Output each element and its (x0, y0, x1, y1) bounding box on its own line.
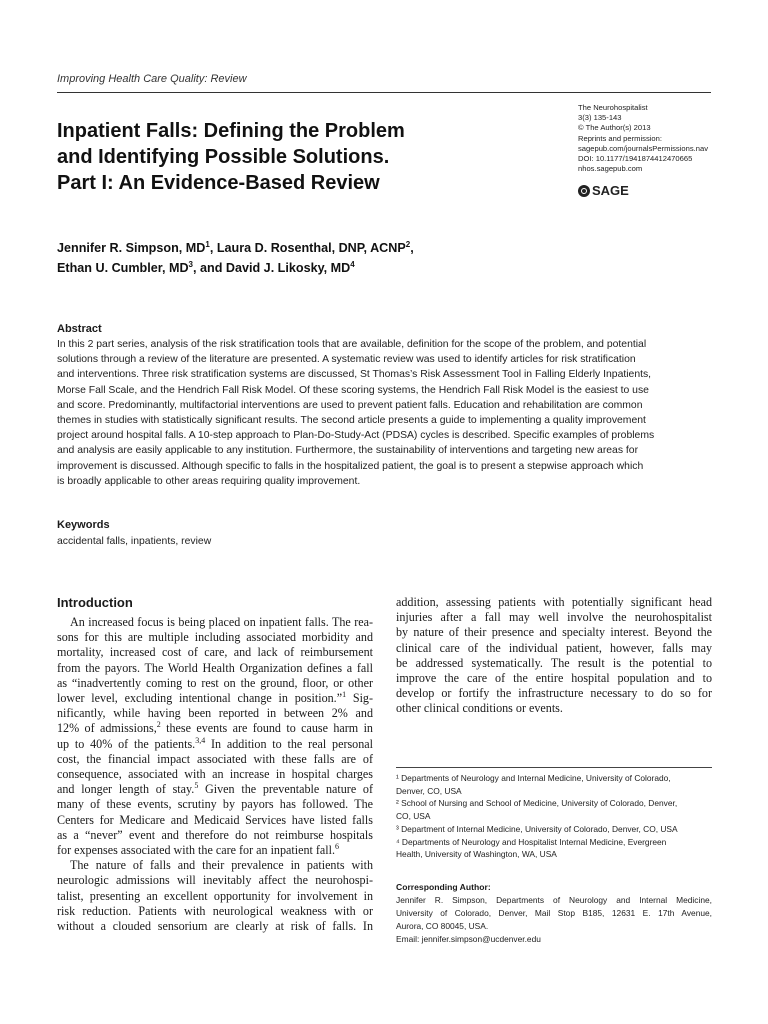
abstract-line: is broadly applicable to other areas requiring quality improvement. (57, 475, 361, 487)
author-affiliation-marker: 2 (405, 240, 411, 249)
author-line: Ethan U. Cumbler, $MD^3$, and David J. Likosky, $MD^4$ (57, 260, 355, 275)
abstract-line: improvement is discussed. Although specific to falls in the hospitalized patient, the goal is to present a stepwise approach which (57, 460, 644, 472)
author-list (57, 238, 617, 278)
body-text-line: from the payors. The World Health Organization defines a fall (57, 660, 373, 675)
author-affiliation-marker: 3 (188, 260, 193, 269)
abstract-line: and score. Predominantly, multifactorial interventions are used to prevent patient falls. Education and rehabilitation are common (57, 399, 643, 411)
body-text-line: for expenses associated with the care for an inpatient fall.$^6$ (57, 842, 340, 858)
body-text-line: many of these events, scrutiny by payors has followed. The (57, 797, 373, 812)
journal-volume: 3(3) 135-143 (578, 113, 622, 123)
body-text-line: by nature of their presence and specialty interest. Beyond the (396, 625, 712, 640)
footnote-line: ² School of Nursing and School of Medicine, University of Colorado, Denver, (396, 798, 678, 809)
sage-logo-icon (578, 185, 590, 197)
keywords-heading: Keywords (57, 519, 110, 531)
introduction-heading: Introduction (57, 595, 133, 610)
body-text-line: talist, presenting an excellent opportunity for involvement in (57, 888, 373, 903)
footnote-line: ⁴ Departments of Neurology and Hospitalist Internal Medicine, Evergreen (396, 836, 667, 847)
body-text-line: up to 40% of the patients.$^{3,4}$ In addition to the real personal (57, 735, 373, 751)
abstract-line: solutions through a review of the literature are presented. A systematic review was used to identify articles for risk stratification (57, 354, 636, 366)
abstract-line: and interventions. Three risk stratification systems are discussed, St Thomas’s Risk Assessment Tool in Falling Elderly Inpatients, (57, 369, 652, 381)
corresponding-line: Jennifer R. Simpson, Departments of Neurology and Internal Medicine, (396, 895, 712, 905)
abstract-body (57, 337, 717, 489)
footnote-line: Health, University of Washington, WA, USA (396, 849, 557, 860)
corresponding-line: University of Colorado, Denver, Mail Stop B185, 12631 E. 17th Avenue, (396, 908, 712, 918)
affiliation-footnotes (396, 772, 712, 861)
author-name: Laura D. Rosenthal, DNP, ACNP (216, 241, 406, 255)
body-text-line: Centers for Medicare and Medicaid Services have listed falls (57, 812, 373, 827)
body-text-line: consequence, associated with an increase in hospital charges (57, 767, 373, 782)
article-title (57, 118, 477, 196)
author-line: Jennifer R. Simpson, $MD^1$, Laura D. Rosenthal, DNP, ACNP$^2$, (57, 240, 414, 255)
affiliation-footnote (396, 797, 712, 822)
abstract-heading: Abstract (57, 323, 102, 335)
copyright: © The Author(s) 2013 (578, 123, 651, 133)
permissions-link[interactable]: sagepub.com/journalsPermissions.nav (578, 143, 709, 153)
body-text-line: mortality, increased cost of care, and lack of reimbursement (57, 645, 373, 660)
body-text-line: be addressed systematically. The result is the potential to (396, 655, 712, 670)
body-text-line: without a clouded sensorium are clearly at risk of falls. In (57, 919, 373, 934)
corresponding-line: Aurora, CO 80045, USA. (396, 921, 489, 931)
author-email[interactable]: Email: jennifer.simpson@ucdenver.edu (396, 934, 541, 944)
journal-meta (578, 103, 738, 174)
abstract-line: Morse Fall Scale, and the Hendrich Fall Risk Model. Of these scoring systems, the Hendrich Fall Risk Model is the easiest to use (57, 384, 649, 396)
author-name: Ethan U. Cumbler, MD (57, 261, 189, 275)
body-text-line: neurologic admissions will inevitably affect the neurohospi- (57, 873, 373, 888)
body-text-line: clinical care of the individual patient, however, falls may (396, 640, 712, 655)
affiliation-footnote (396, 823, 712, 836)
abstract-line: and analysis are easily applicable to any institution. Furthermore, the sustainability of interventions and targeting new areas for (57, 445, 639, 457)
body-text-line: injuries after a fall may well involve the neurohospitalist (396, 610, 712, 625)
header-rule (57, 92, 711, 93)
abstract-line: In this 2 part series, analysis of the risk stratification tools that are available, definition for the scope of the problem, and potential (57, 339, 647, 350)
title-line: and Identifying Possible Solutions. (57, 146, 390, 168)
citation-marker: 3,4 (195, 735, 206, 745)
body-text-line: other clinical conditions or events. (396, 701, 563, 716)
title-line: Part I: An Evidence-Based Review (57, 172, 380, 194)
sage-logo (578, 183, 629, 198)
body-text-line: risk reduction. Patients with neurological weakness with or (57, 903, 373, 918)
author-affiliation-marker: 1 (205, 240, 210, 249)
body-text-line: 12% of admissions,$^2$ these events are found to cause harm in (57, 720, 373, 736)
body-text-line: The nature of falls and their prevalence in patients with (70, 858, 373, 873)
footnote-line: Denver, CO, USA (396, 785, 462, 796)
citation-marker: 5 (194, 781, 199, 791)
citation-marker: 2 (156, 720, 161, 730)
abstract-line: themes in studies with statistically significant results. The second article presents a guide to implementing a quality improvement (57, 415, 646, 427)
body-text-line: cost, the financial impact associated with these falls are of (57, 751, 373, 766)
body-text-line: and longer length of stay.$^5$ Given the preventable nature of (57, 781, 373, 797)
body-text-line: addition, assessing patients with potentially significant head (396, 595, 712, 609)
introduction-left-column (57, 615, 373, 934)
author-name: Jennifer R. Simpson, MD (57, 241, 206, 255)
author-name: David J. Likosky, MD (225, 261, 351, 275)
reprints-label: Reprints and permission: (578, 133, 662, 143)
body-text-line: improve the care of the entire hospital population and to (396, 671, 712, 686)
corresponding-author-heading: Corresponding Author: (396, 882, 491, 892)
body-text-line: develop or fortify the infrastructure necessary to do so for (396, 686, 712, 701)
footnote-line: ¹ Departments of Neurology and Internal Medicine, University of Colorado, (396, 773, 671, 783)
footnote-rule (396, 767, 712, 768)
citation-marker: 6 (335, 842, 340, 852)
citation-marker: 1 (342, 690, 347, 700)
body-text-line: nificantly, while having been reported in between 2% and (57, 706, 373, 721)
journal-site-link[interactable]: nhos.sagepub.com (578, 164, 643, 174)
author-affiliation-marker: 4 (350, 260, 355, 269)
footnote-line: CO, USA (396, 811, 431, 822)
section-label: Improving Health Care Quality: Review (57, 73, 247, 85)
title-line: Inpatient Falls: Defining the Problem (57, 120, 405, 142)
affiliation-footnote (396, 772, 712, 797)
body-text-line: lower level, excluding intentional change in position.”$^1$ Sig- (57, 690, 374, 706)
sage-logo-text: SAGE (592, 183, 629, 198)
doi[interactable]: DOI: 10.1177/1941874412470665 (578, 154, 693, 164)
keywords-text: accidental falls, inpatients, review (57, 536, 212, 547)
body-text-line: as “inadvertently coming to rest on the ground, floor, or other (57, 675, 373, 690)
journal-name: The Neurohospitalist (578, 103, 648, 112)
body-text-line: as a “never” event and therefore do not reimburse hospitals (57, 827, 373, 842)
footnote-line: ³ Department of Internal Medicine, University of Colorado, Denver, CO, USA (396, 823, 678, 834)
abstract-line: project around hospital falls. A 10-step approach to Plan-Do-Study-Act (PDSA) cycles is described. Specific examples of problems (57, 430, 655, 442)
body-text-line: sons for this are multiple including associated morbidity and (57, 630, 373, 645)
affiliation-footnote (396, 836, 712, 861)
body-text-line: An increased focus is being placed on inpatient falls. The rea- (70, 615, 373, 629)
corresponding-author-details (396, 894, 712, 946)
introduction-right-column (396, 595, 712, 717)
